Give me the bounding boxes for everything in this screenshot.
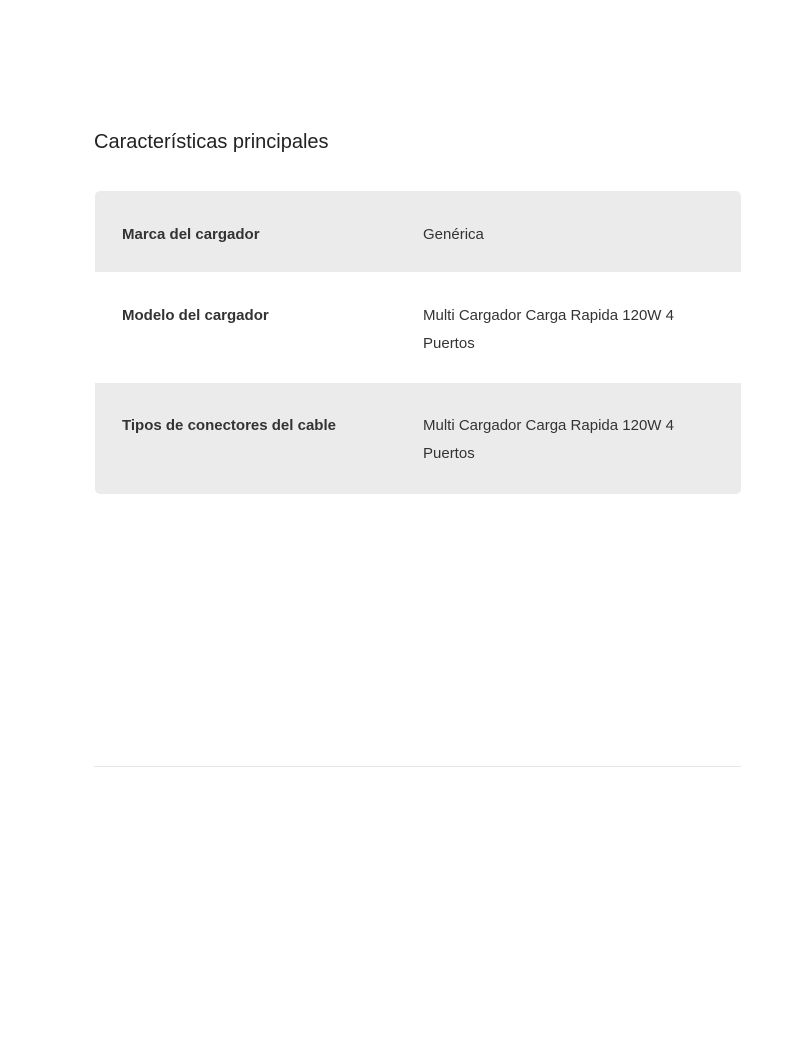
specs-table	[95, 191, 741, 494]
spec-value-cell	[423, 221, 741, 272]
spec-label-cell	[95, 221, 423, 272]
spec-label-connector-types: Tipos de conectores del cable	[122, 417, 336, 434]
spec-label-model: Modelo del cargador	[122, 307, 269, 324]
section-title: Características principales	[94, 131, 329, 153]
spec-label-brand: Marca del cargador	[122, 226, 260, 243]
spec-value-brand: Genérica	[423, 226, 484, 243]
spec-label-cell	[95, 412, 423, 494]
spec-row-connector-types	[95, 383, 741, 494]
spec-value-cell	[423, 302, 741, 383]
spec-row-brand	[95, 191, 741, 272]
spec-row-model	[95, 272, 741, 383]
spec-label-cell	[95, 302, 423, 383]
spec-value-model: Multi Cargador Carga Rapida 120W 4 Puertos	[423, 307, 674, 352]
spec-value-connector-types: Multi Cargador Carga Rapida 120W 4 Puertos	[423, 417, 674, 462]
spec-value-cell	[423, 412, 741, 494]
section-divider	[94, 766, 741, 767]
